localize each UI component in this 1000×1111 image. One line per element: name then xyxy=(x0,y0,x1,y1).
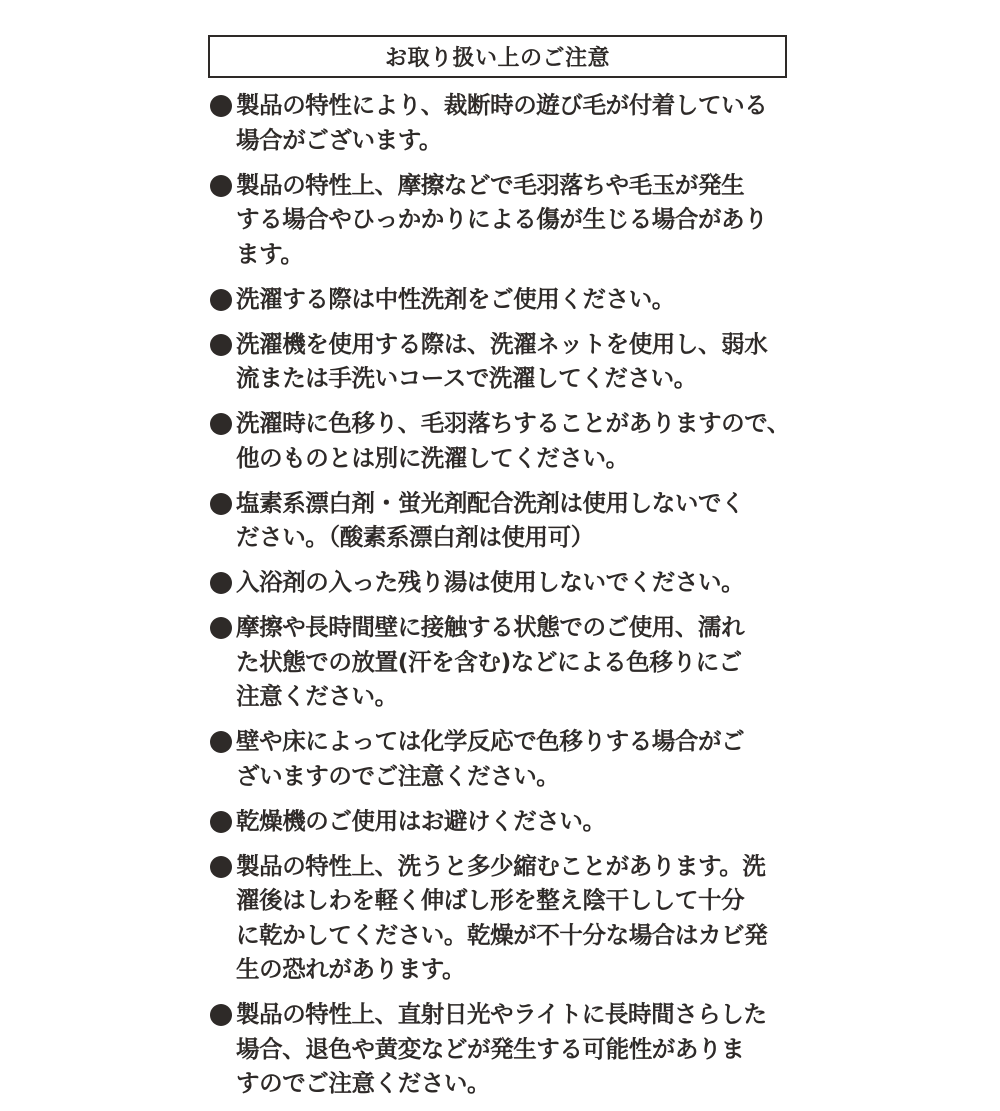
bullet-icon xyxy=(210,413,232,435)
bullet-icon xyxy=(210,493,232,515)
caution-text-line: 入浴剤の入った残り湯は使用しないでください。 xyxy=(236,568,745,596)
caution-text-line: する場合やひっかかりによる傷が生じる場合があり xyxy=(236,205,768,233)
caution-text-line: 摩擦や長時間壁に接触する状態でのご使用、濡れ xyxy=(236,613,745,641)
bullet-icon xyxy=(210,1004,232,1026)
bullet-icon xyxy=(210,572,232,594)
bullet-icon xyxy=(210,289,232,311)
caution-item xyxy=(210,282,790,317)
bullet-icon xyxy=(210,175,232,197)
caution-text-line: 流または手洗いコースで洗濯してください。 xyxy=(236,364,697,392)
caution-text-line: た状態での放置(汗を含む)などによる色移りにご xyxy=(236,647,742,676)
caution-text-line: ます。 xyxy=(236,239,304,268)
caution-text-line: すのでご注意ください。 xyxy=(236,1069,491,1097)
caution-item xyxy=(210,486,790,555)
caution-text-line: 他のものとは別に洗濯してください。 xyxy=(236,443,629,472)
caution-text-line: 壁や床によっては化学反応で色移りする場合がご xyxy=(236,727,745,755)
caution-text-line: 注意ください。 xyxy=(236,682,398,710)
caution-text-line: ざいますのでご注意ください。 xyxy=(236,761,560,790)
caution-text-line: 生の恐れがあります。 xyxy=(236,955,466,983)
caution-item xyxy=(210,724,790,793)
bullet-icon xyxy=(210,811,232,833)
caution-text-line: 場合、退色や黄変などが発生する可能性がありま xyxy=(236,1034,745,1063)
caution-item xyxy=(210,849,790,987)
caution-list xyxy=(210,88,790,1111)
bullet-icon xyxy=(210,95,232,117)
caution-item xyxy=(210,804,790,839)
caution-item xyxy=(210,997,790,1101)
bullet-icon xyxy=(210,856,232,878)
caution-text-line: 濯後はしわを軽く伸ばし形を整え陰干しして十分 xyxy=(236,886,745,914)
caution-text-line: 洗濯時に色移り、毛羽落ちすることがありますので、 xyxy=(236,409,790,437)
caution-text-line: 製品の特性上、直射日光やライトに長時間さらした xyxy=(236,1000,767,1028)
bullet-icon xyxy=(210,334,232,356)
caution-item xyxy=(210,565,790,600)
caution-item xyxy=(210,168,790,272)
bullet-icon xyxy=(210,731,232,753)
caution-text-line: ださい。（酸素系漂白剤は使用可） xyxy=(236,523,594,551)
caution-text-line: 塩素系漂白剤・蛍光剤配合洗剤は使用しないでく xyxy=(236,488,745,517)
page-title: お取り扱い上のご注意 xyxy=(208,35,787,78)
caution-text-line: 洗濯する際は中性洗剤をご使用ください。 xyxy=(236,284,675,313)
caution-item xyxy=(210,610,790,714)
caution-item xyxy=(210,406,790,475)
caution-text-line: 製品の特性により、裁断時の遊び毛が付着している xyxy=(236,91,768,119)
caution-item xyxy=(210,88,790,157)
caution-text-line: に乾かしてください。乾燥が不十分な場合はカビ発 xyxy=(236,920,768,949)
caution-text-line: 製品の特性上、摩擦などで毛羽落ちや毛玉が発生 xyxy=(236,170,745,199)
caution-item xyxy=(210,327,790,396)
caution-text-line: 場合がございます。 xyxy=(236,125,443,154)
bullet-icon xyxy=(210,617,232,639)
caution-text-line: 乾燥機のご使用はお避けください。 xyxy=(236,806,606,835)
caution-text-line: 製品の特性上、洗うと多少縮むことがあります。洗 xyxy=(236,851,766,880)
caution-text-line: 洗濯機を使用する際は、洗濯ネットを使用し、弱水 xyxy=(236,329,768,358)
